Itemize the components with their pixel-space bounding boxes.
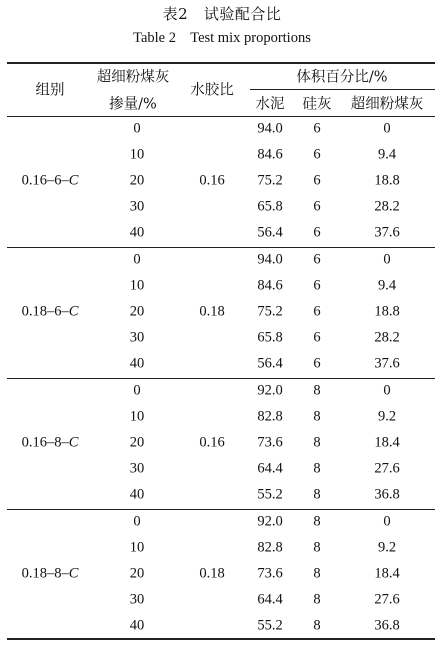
cell-silica-fume: 8 (313, 539, 321, 556)
cell-silica-fume: 6 (313, 146, 321, 163)
cell-ultrafine-fly-ash: 37.6 (374, 224, 400, 241)
cell-water-binder-ratio: 0.18 (199, 303, 225, 320)
cell-ultrafine-fly-ash: 9.4 (377, 277, 397, 294)
cell-ultrafine-fly-ash: 27.6 (374, 591, 400, 608)
cell-ultrafine-fly-ash: 9.2 (377, 539, 397, 556)
cell-cement: 65.8 (257, 198, 283, 215)
cell-cement: 56.4 (257, 224, 283, 241)
group-label-prefix: 0.16–8– (21, 434, 69, 451)
cell-silica-fume: 6 (313, 277, 321, 294)
group-separator-rule (7, 378, 435, 379)
group-label (22, 173, 79, 190)
cell-ufa-dosage: 40 (129, 617, 145, 634)
cell-cement: 82.8 (257, 408, 283, 425)
cell-silica-fume: 6 (313, 120, 321, 137)
cell-ultrafine-fly-ash: 0 (383, 251, 391, 268)
cell-ufa-dosage: 10 (129, 408, 145, 425)
header-cement: 水泥 (255, 96, 285, 113)
cell-ultrafine-fly-ash: 37.6 (374, 355, 400, 372)
cell-silica-fume: 8 (313, 382, 321, 399)
cell-ultrafine-fly-ash: 18.4 (374, 565, 400, 582)
group-label (22, 304, 79, 321)
cell-ufa-dosage: 0 (133, 382, 141, 399)
cell-cement: 84.6 (257, 146, 283, 163)
table-caption-en: Table 2 Test mix proportions (133, 30, 311, 46)
cell-cement: 64.4 (257, 591, 283, 608)
cell-ufa-dosage: 20 (129, 565, 145, 582)
cell-cement: 82.8 (257, 539, 283, 556)
header-water-binder-ratio: 水胶比 (190, 82, 234, 99)
header-volume-percentage: 体积百分比/% (296, 69, 388, 86)
cell-ultrafine-fly-ash: 9.4 (377, 146, 397, 163)
group-label-prefix: 0.18–6– (21, 303, 69, 320)
cell-water-binder-ratio: 0.16 (199, 172, 225, 189)
cell-ufa-dosage: 20 (129, 303, 145, 320)
cell-ultrafine-fly-ash: 0 (383, 513, 391, 530)
cell-water-binder-ratio: 0.18 (199, 565, 225, 582)
cell-silica-fume: 8 (313, 617, 321, 634)
cell-ultrafine-fly-ash: 0 (383, 120, 391, 137)
cell-ultrafine-fly-ash: 28.2 (374, 329, 400, 346)
cell-ufa-dosage: 30 (129, 198, 145, 215)
group-label-variable: C (68, 303, 79, 320)
cell-cement: 73.6 (257, 565, 283, 582)
cell-cement: 94.0 (257, 251, 283, 268)
cell-cement: 55.2 (257, 486, 283, 503)
cell-ufa-dosage: 30 (129, 460, 145, 477)
header-ufa-dosage-line2: 掺量/% (109, 96, 157, 113)
cell-silica-fume: 8 (313, 565, 321, 582)
cell-cement: 75.2 (257, 303, 283, 320)
header-ufa-dosage-line1: 超细粉煤灰 (96, 69, 170, 86)
cell-ultrafine-fly-ash: 18.8 (374, 172, 400, 189)
cell-ufa-dosage: 10 (129, 146, 145, 163)
cell-cement: 94.0 (257, 120, 283, 137)
cell-silica-fume: 8 (313, 408, 321, 425)
cell-silica-fume: 6 (313, 355, 321, 372)
header-ultrafine-fly-ash: 超细粉煤灰 (350, 96, 424, 113)
top-rule (7, 62, 435, 64)
group-label (22, 435, 79, 452)
cell-ufa-dosage: 40 (129, 486, 145, 503)
cell-ufa-dosage: 0 (133, 120, 141, 137)
cell-ufa-dosage: 0 (133, 513, 141, 530)
cell-cement: 55.2 (257, 617, 283, 634)
group-separator-rule (7, 509, 435, 510)
cell-ultrafine-fly-ash: 18.4 (374, 434, 400, 451)
cell-silica-fume: 8 (313, 460, 321, 477)
group-separator-rule (7, 247, 435, 248)
cell-silica-fume: 6 (313, 329, 321, 346)
cell-ufa-dosage: 20 (129, 434, 145, 451)
cell-ultrafine-fly-ash: 27.6 (374, 460, 400, 477)
cell-cement: 84.6 (257, 277, 283, 294)
bottom-rule (7, 638, 435, 640)
header-group: 组别 (35, 82, 65, 99)
cell-silica-fume: 8 (313, 486, 321, 503)
header-subrule (250, 89, 435, 90)
cell-silica-fume: 6 (313, 303, 321, 320)
cell-silica-fume: 6 (313, 198, 321, 215)
cell-ufa-dosage: 30 (129, 591, 145, 608)
group-label-variable: C (68, 172, 79, 189)
cell-ultrafine-fly-ash: 36.8 (374, 617, 400, 634)
cell-ufa-dosage: 40 (129, 224, 145, 241)
group-label-variable: C (68, 565, 79, 582)
cell-cement: 64.4 (257, 460, 283, 477)
cell-cement: 73.6 (257, 434, 283, 451)
cell-silica-fume: 8 (313, 591, 321, 608)
header-silica-fume: 硅灰 (302, 96, 332, 113)
cell-ufa-dosage: 40 (129, 355, 145, 372)
cell-ultrafine-fly-ash: 9.2 (377, 408, 397, 425)
cell-cement: 56.4 (257, 355, 283, 372)
cell-ufa-dosage: 10 (129, 539, 145, 556)
cell-ufa-dosage: 10 (129, 277, 145, 294)
cell-silica-fume: 6 (313, 251, 321, 268)
cell-cement: 75.2 (257, 172, 283, 189)
group-label-variable: C (68, 434, 79, 451)
cell-silica-fume: 6 (313, 224, 321, 241)
cell-silica-fume: 6 (313, 172, 321, 189)
group-label-prefix: 0.16–6– (21, 172, 69, 189)
cell-silica-fume: 8 (313, 434, 321, 451)
cell-silica-fume: 8 (313, 513, 321, 530)
cell-cement: 92.0 (257, 382, 283, 399)
cell-ufa-dosage: 20 (129, 172, 145, 189)
group-label (22, 566, 79, 583)
group-label-prefix: 0.18–8– (21, 565, 69, 582)
cell-cement: 65.8 (257, 329, 283, 346)
table-caption-cn: 表2 试验配合比 (162, 5, 282, 23)
cell-ultrafine-fly-ash: 18.8 (374, 303, 400, 320)
cell-ultrafine-fly-ash: 36.8 (374, 486, 400, 503)
cell-ultrafine-fly-ash: 28.2 (374, 198, 400, 215)
cell-ufa-dosage: 30 (129, 329, 145, 346)
cell-ultrafine-fly-ash: 0 (383, 382, 391, 399)
cell-cement: 92.0 (257, 513, 283, 530)
cell-ufa-dosage: 0 (133, 251, 141, 268)
header-bottom-rule (7, 116, 435, 117)
cell-water-binder-ratio: 0.16 (199, 434, 225, 451)
